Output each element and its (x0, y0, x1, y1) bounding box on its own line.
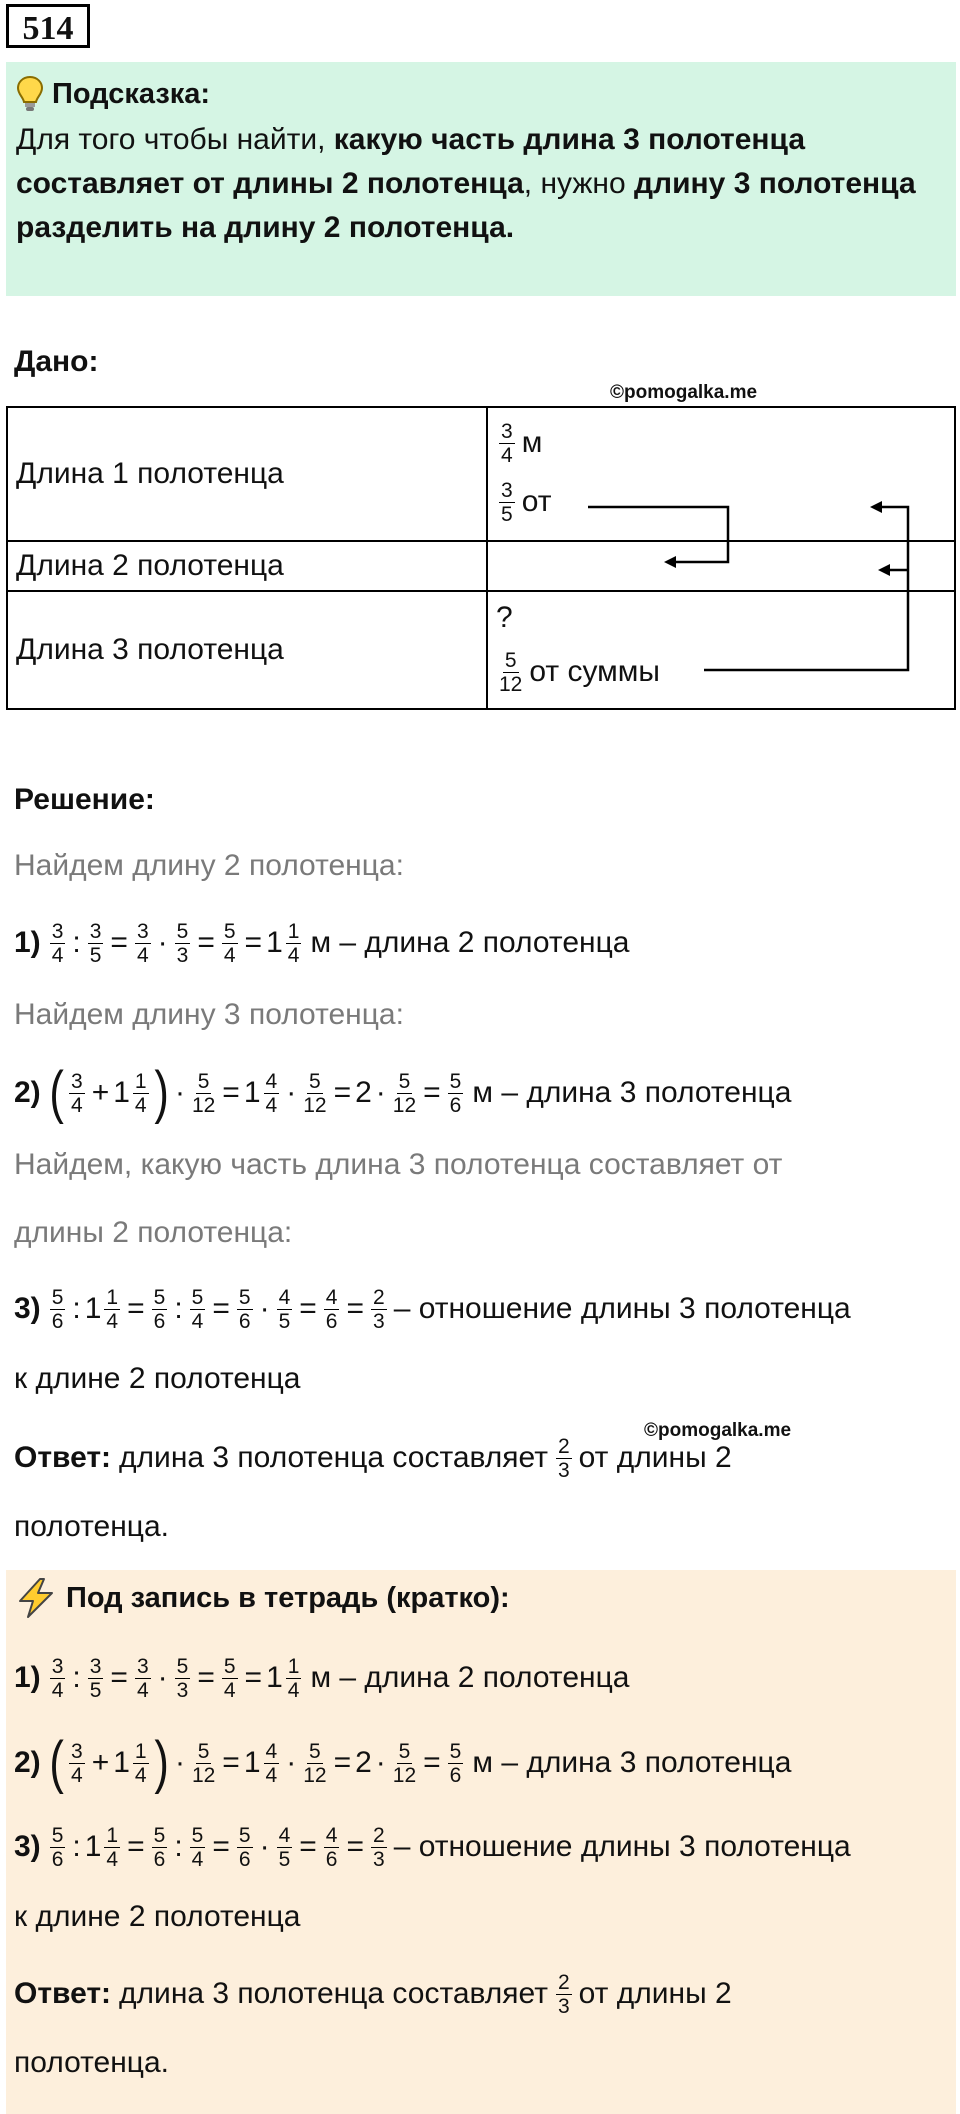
relation-arrows (0, 0, 960, 720)
notes-step2-line: 2) ( $\frac{3}{4}$ + 1 $\frac{1}{4}$ ) · $\frac{5}{12}$ = 1 $\frac{4}{4}$ · $\frac{5}{12}$ = 2 · $\frac{5}{12}$ = $\frac{5}{6}$ м – длина 3 полотенца (14, 1730, 792, 1795)
lightning-icon (14, 1576, 58, 1620)
step1-intro: Найдем длину 2 полотенца: (14, 849, 404, 882)
step3-line: 3) $\frac{5}{6}$ : 1 $\frac{1}{4}$ = $\frac{5}{6}$ : $\frac{5}{4}$ = $\frac{5}{6}$ · $\frac{4}{5}$ = $\frac{4}{6}$ = $\frac{2}{3}$ – отношение длины 3 полотенца (14, 1285, 851, 1333)
step3-result-2: к длине 2 полотенца (14, 1362, 301, 1395)
step1-line: 1) $\frac{3}{4}$ : $\frac{3}{5}$ = $\frac{3}{4}$ · $\frac{5}{3}$ = $\frac{5}{4}$ = 1 $\frac{1}{4}$ м – длина 2 полотенца (14, 919, 630, 967)
notes-title-row (14, 1576, 510, 1620)
notes-title: Под запись в тетрадь (кратко): (66, 1581, 510, 1614)
row3-value: ? $\frac{5}{12}$ от суммы (487, 591, 955, 709)
answer-line: Ответ: длина 3 полотенца составляет $\frac{2}{3}$ от длины 2 (14, 1434, 732, 1482)
watermark-2: ©pomogalka.me (644, 1420, 792, 1441)
notes-step3-line: 3) $\frac{5}{6}$ : 1 $\frac{1}{4}$ = $\frac{5}{6}$ : $\frac{5}{4}$ = $\frac{5}{6}$ · $\frac{4}{5}$ = $\frac{4}{6}$ = $\frac{2}{3}$ – отношение длины 3 полотенца (14, 1823, 851, 1871)
step2-line: 2) ( $\frac{3}{4}$ + 1 $\frac{1}{4}$ ) · $\frac{5}{12}$ = 1 $\frac{4}{4}$ · $\frac{5}{12}$ = 2 · $\frac{5}{12}$ = $\frac{5}{6}$ м – длина 3 полотенца (14, 1060, 792, 1125)
answer-line-2: полотенца. (14, 1510, 169, 1543)
step3-intro-2: длины 2 полотенца: (14, 1216, 293, 1249)
hint-text: Для того чтобы найти, какую часть длина 3 полотенца составляет от длины 2 полотенца, нужно длину 3 полотенца разделить на длину 2 полотенца. (16, 123, 916, 244)
arrow-row1-to-row2 (588, 507, 728, 562)
arrowhead-row2 (664, 556, 676, 568)
step2-intro: Найдем длину 3 полотенца: (14, 998, 404, 1031)
watermark-1: ©pomogalka.me (610, 382, 758, 403)
row2-label: Длина 2 полотенца (7, 541, 487, 591)
arrow-row3-to-row1 (704, 507, 908, 670)
given-title: Дано: (14, 345, 99, 378)
notes-answer-line-2: полотенца. (14, 2046, 169, 2079)
notes-step1-line: 1) $\frac{3}{4}$ : $\frac{3}{5}$ = $\frac{3}{4}$ · $\frac{5}{3}$ = $\frac{5}{4}$ = 1 $\frac{1}{4}$ м – длина 2 полотенца (14, 1654, 630, 1702)
arrowhead-row2b (878, 564, 890, 576)
row3-label: Длина 3 полотенца (7, 591, 487, 709)
step3-intro-1: Найдем, какую часть длина 3 полотенца составляет от (14, 1148, 783, 1181)
solution-title: Решение: (14, 783, 155, 816)
arrowhead-row1 (870, 501, 882, 513)
row1-label: Длина 1 полотенца (7, 407, 487, 541)
hint-title: Подсказка: (52, 77, 211, 110)
notes-step3-result-2: к длине 2 полотенца (14, 1900, 301, 1933)
notes-answer-line: Ответ: длина 3 полотенца составляет $\frac{2}{3}$ от длины 2 (14, 1970, 732, 2018)
row1-value: $\frac{3}{4}$ м $\frac{3}{5}$ от (487, 407, 955, 541)
task-number: 514 (6, 4, 90, 48)
